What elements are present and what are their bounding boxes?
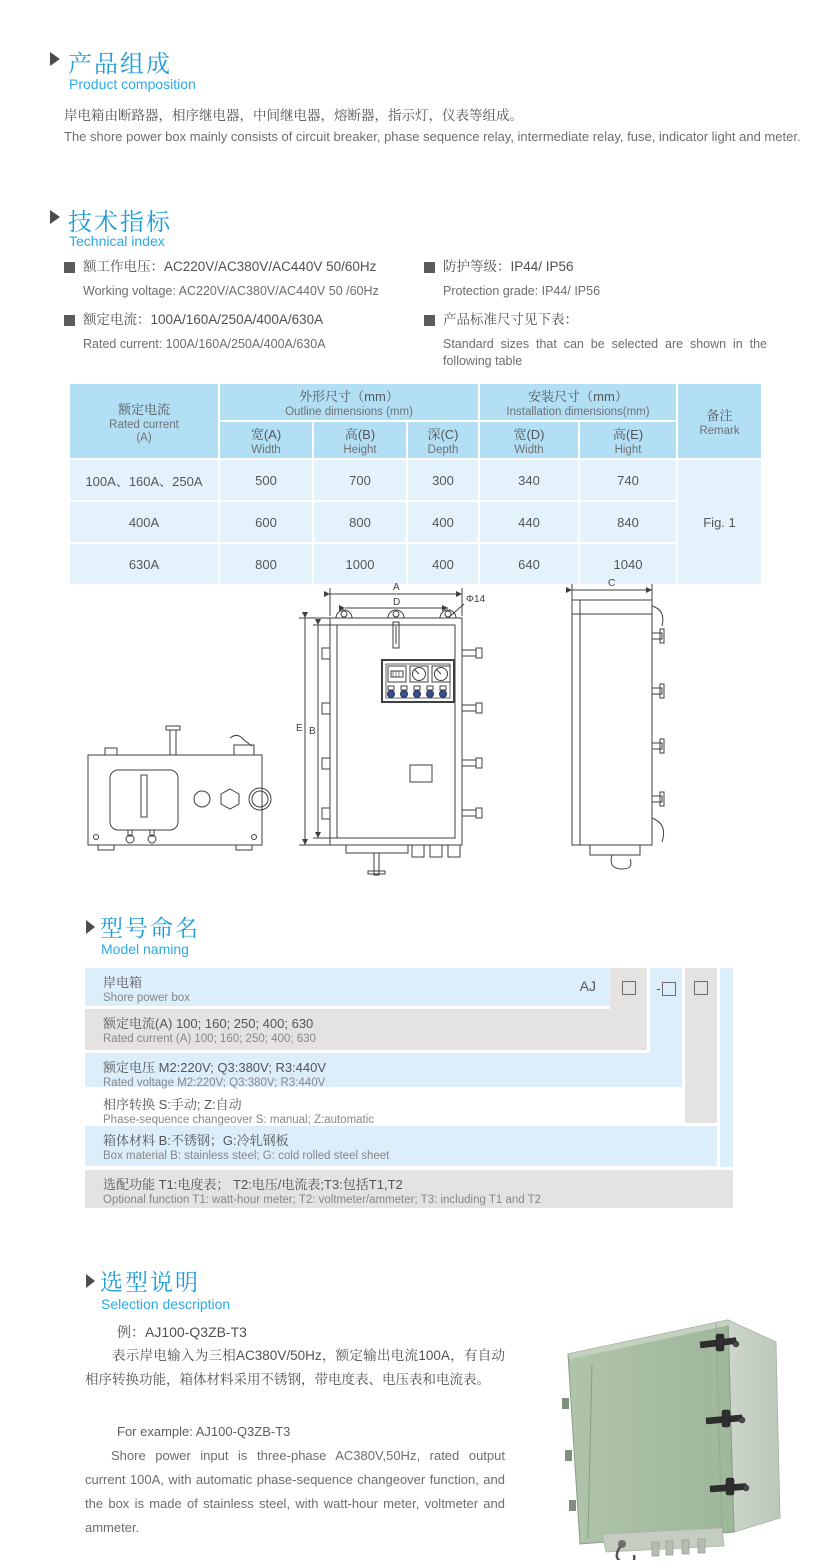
header-en: Outline dimensions (mm) [285,406,413,418]
placeholder-box [622,981,636,995]
technical-title-zh: 技术指标 [68,209,172,236]
cell-width: 500 [220,460,312,500]
model-naming-title-zh: 型号命名 [100,915,200,941]
cell-current: 630A [70,544,218,584]
spec-zh-text: 防护等级：IP44/ IP56 [443,259,574,274]
model-naming-title-en: Model naming [101,941,189,957]
cell-current: 100A、160A、250A [70,460,218,500]
header-height-b [314,422,406,458]
ladder-row-rated-voltage [85,1053,682,1087]
dim-label-c: C [608,578,616,589]
dim-label-a: A [393,582,400,593]
header-en: Width [251,444,281,456]
header-outline-group [220,384,478,420]
ladder-row-shore-power-box [85,968,610,1006]
header-zh: 宽(A) [250,427,282,442]
table-header-group-row [70,384,761,420]
ladder-row-phase-sequence [85,1090,675,1126]
ladder-line-zh: 箱体材料 B:不锈钢；G:冷轧钢板 [103,1133,289,1148]
section-marker-icon [86,920,95,934]
cabinet-body [562,1320,780,1544]
section-marker-icon [50,52,60,66]
composition-body-zh: 岸电箱由断路器，相序继电器，中间继电器，熔断器，指示灯，仪表等组成。 [64,108,523,123]
header-en: Height [343,444,377,456]
spec-en-text: Protection grade: IP44/ IP56 [443,284,601,299]
cell-install-height: 740 [580,460,676,500]
cell-install-width: 440 [480,502,578,542]
header-zh: 备注 [706,408,733,423]
ladder-col-current [610,968,647,1050]
ladder-line-en: Shore power box [103,992,190,1004]
composition-title-en: Product composition [69,76,196,92]
spec-en-text: Rated current: 100A/160A/250A/400A/630A [83,337,326,352]
ladder-line-zh: 相序转换 S:手动; Z:自动 [103,1097,242,1112]
placeholder-box [694,981,708,995]
ladder-col-voltage [650,968,682,1087]
ladder-line-zh: 额定电压 M2:220V; Q3:380V; R3:440V [103,1060,327,1075]
cell-install-height: 1040 [580,544,676,584]
section-marker-icon [50,210,60,224]
header-install-group [480,384,676,420]
spec-zh-text: 额定电流：100A/160A/250A/400A/630A [83,312,324,328]
technical-drawing [50,578,790,896]
bullet-square-icon [424,315,435,326]
spec-zh-text: 产品标准尺寸见下表： [443,312,578,328]
selection-title-en: Selection description [101,1296,231,1312]
header-en: Width [514,444,544,456]
cell-install-width: 640 [480,544,578,584]
cell-install-height: 840 [580,502,676,542]
header-unit: (A) [136,431,152,444]
drawing-side-view [572,578,664,869]
ladder-line-zh: 额定电流(A) 100; 160; 250; 400; 630 [103,1016,314,1031]
cell-depth: 300 [408,460,478,500]
selection-body-en: Shore power input is three-phase AC380V,50Hz, rated output current 100A, with automatic phase-sequence changeover function, and the box is made of stainless steel, with watt-hour meter, voltmeter and ammeter. [85,1448,505,1536]
spec-en-text: Working voltage: AC220V/AC380V/AC440V 50 /60Hz [83,284,379,299]
header-remark [678,384,761,458]
bullet-square-icon [64,315,75,326]
cabinet-base [602,1528,724,1560]
spec-column-left [64,258,424,364]
cell-width: 800 [220,544,312,584]
cell-height: 1000 [314,544,406,584]
ladder-row-optional-function [85,1170,733,1208]
ladder-line-en: Phase-sequence changeover S: manual; Z:automatic [103,1114,375,1126]
ladder-col-function [685,968,717,1123]
spec-item [64,311,424,329]
bullet-square-icon [64,262,75,273]
ladder-line-en: Rated voltage M2:220V; Q3:380V; R3:440V [103,1077,326,1089]
ladder-line-en: Box material B: stainless steel; G: cold rolled steel sheet [103,1150,390,1162]
drawing-bottom-view [88,726,271,850]
header-zh: 高(B) [344,427,376,442]
header-height-e [580,422,676,458]
meter-panel [382,660,454,702]
header-en: Installation dimensions(mm) [506,406,650,418]
ladder-line-zh: 选配功能 T1:电度表； T2:电压/电流表;T3:包括T1,T2 [103,1177,403,1192]
header-zh: 安装尺寸（mm） [528,389,628,404]
model-naming-ladder [85,968,733,1210]
ladder-col-end-strip [720,968,733,1167]
header-rated-current [70,384,218,458]
dim-label-e: E [296,723,303,734]
selection-body-zh: 表示岸电输入为三相AC380V/50Hz，额定输出电流100A，有自动相序转换功能，箱体材料采用不锈钢，带电度表、电压表和电流表。 [85,1348,505,1388]
selection-title-zh: 选型说明 [100,1269,200,1295]
dim-label-phi: Φ14 [466,594,486,605]
table-row [70,502,761,542]
cell-height: 700 [314,460,406,500]
cell-depth: 400 [408,544,478,584]
header-width-a [220,422,312,458]
placeholder-box [662,982,676,996]
cell-width: 600 [220,502,312,542]
size-table [68,382,763,586]
ladder-row-box-material [85,1126,717,1166]
latches [462,648,482,818]
spec-item [424,258,770,276]
header-zh: 额定电流 [117,401,170,417]
cell-depth: 400 [408,502,478,542]
spec-item [424,311,770,329]
cell-height: 800 [314,502,406,542]
cell-remark: Fig. 1 [678,460,761,584]
composition-body-en: The shore power box mainly consists of circuit breaker, phase sequence relay, intermediate relay, fuse, indicator light and meter. [64,129,801,144]
ladder-line-en: Optional function T1: watt-hour meter; T2: voltmeter/ammeter; T3: including T1 and T2 [103,1194,542,1206]
table-row [70,460,761,500]
indicator-lights [388,686,447,698]
selection-example-zh: 例：AJ100-Q3ZB-T3 [117,1324,247,1340]
ladder-row-rated-current [85,1009,647,1050]
drawing-front-view [296,582,486,875]
header-zh: 宽(D) [513,427,545,442]
header-zh: 高(E) [612,427,644,442]
dim-label-b: B [309,726,316,737]
technical-title-en: Technical index [69,233,165,249]
header-en: Depth [427,444,459,456]
bullet-square-icon [424,262,435,273]
header-zh: 外形尺寸（mm） [299,389,399,404]
model-prefix: AJ [579,978,596,994]
cell-current: 400A [70,502,218,542]
composition-title-zh: 产品组成 [68,51,172,78]
header-zh: 深(C) [427,427,459,442]
selection-example-en: For example: AJ100-Q3ZB-T3 [117,1424,291,1439]
cell-install-width: 340 [480,460,578,500]
spec-zh-text: 额工作电压：AC220V/AC380V/AC440V 50/60Hz [83,259,377,274]
header-depth-c [408,422,478,458]
header-en: Hight [614,444,642,456]
header-en: Rated current [109,418,179,431]
header-width-d [480,422,578,458]
product-photo [540,1292,795,1560]
header-en: Remark [699,425,740,437]
spec-column-right [424,258,770,381]
dash-symbol: - [656,981,661,996]
ladder-line-zh: 岸电箱 [103,975,143,990]
spec-en-text: Standard sizes that can be selected are shown in the following table [443,337,767,369]
dim-label-d: D [393,597,401,608]
spec-item [64,258,424,276]
section-marker-icon [86,1274,95,1288]
ladder-line-en: Rated current (A) 100; 160; 250; 400; 630 [103,1033,316,1045]
